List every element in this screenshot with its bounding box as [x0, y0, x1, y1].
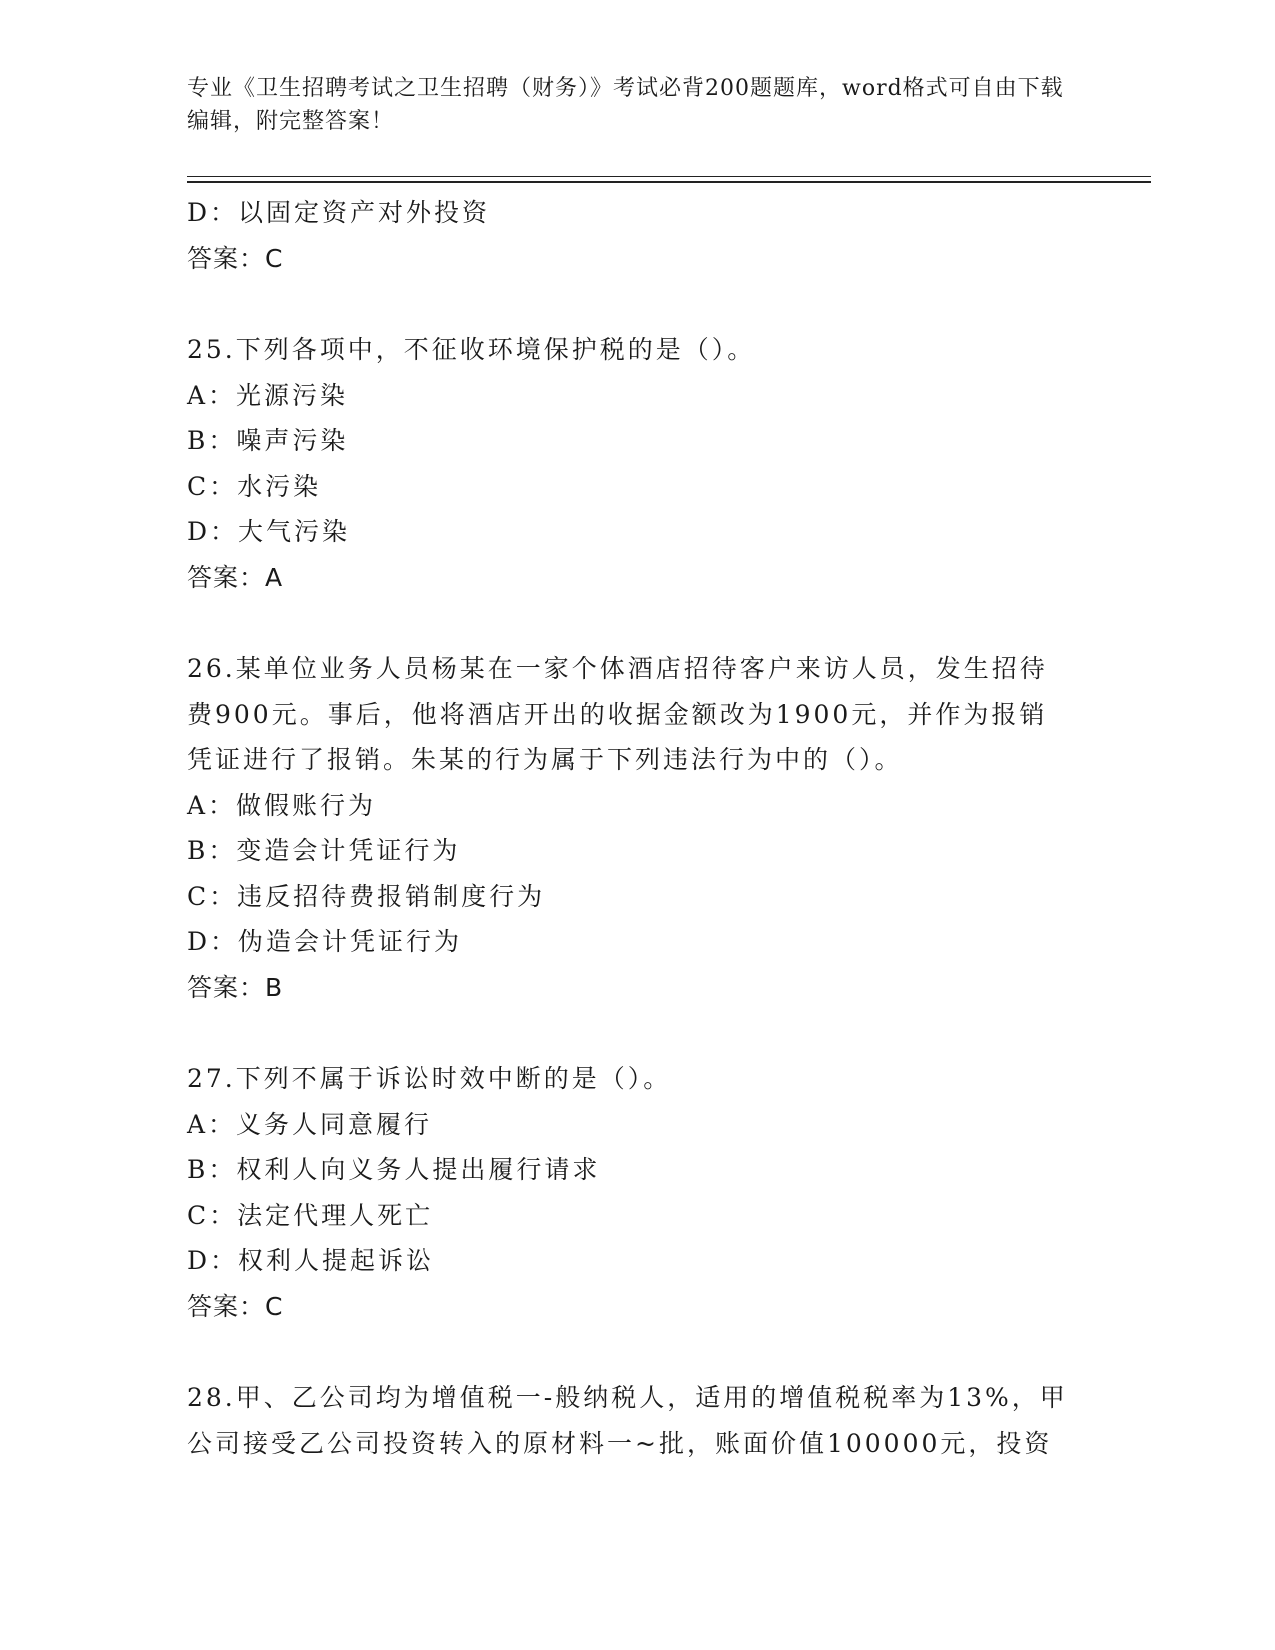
page-header: 专业《卫生招聘考试之卫生招聘（财务）》考试必背200题题库，word格式可自由下载编辑，附完整答案！ [187, 76, 1064, 134]
spacer [187, 600, 1087, 646]
question-stem: 26.某单位业务人员杨某在一家个体酒店招待客户来访人员，发生招待 [187, 654, 1048, 683]
question-stem: 28.甲、乙公司均为增值税一-般纳税人，适用的增值税税率为13%，甲 [187, 1383, 1068, 1412]
question-stem: 凭证进行了报销。朱某的行为属于下列违法行为中的（）。 [187, 745, 903, 774]
question-stem: 25.下列各项中，不征收环境保护税的是（）。 [187, 335, 756, 364]
option-d: D：权利人提起诉讼 [187, 1246, 435, 1275]
header-rule-thin [187, 176, 1151, 177]
option-a: A：做假账行为 [187, 790, 377, 820]
answer-line: 答案：B [187, 972, 284, 1002]
option-c: C：水污染 [187, 471, 322, 501]
question-content [187, 190, 1087, 1466]
spacer [187, 1010, 1087, 1056]
option-b: B：权利人向义务人提出履行请求 [187, 1155, 601, 1184]
option-c: C：法定代理人死亡 [187, 1200, 434, 1230]
option-a: A：光源污染 [187, 380, 349, 410]
question-25 [187, 327, 1087, 600]
question-28 [187, 1375, 1087, 1466]
option-b: B：变造会计凭证行为 [187, 836, 461, 865]
question-stem: 公司接受乙公司投资转入的原材料一~批，账面价值100000元，投资 [187, 1428, 1053, 1458]
question-27 [187, 1056, 1087, 1329]
spacer [187, 281, 1087, 327]
option-d: D：大气污染 [187, 517, 351, 546]
question-stem: 27.下列不属于诉讼时效中断的是（）。 [187, 1064, 672, 1093]
option-c: C：违反招待费报销制度行为 [187, 881, 546, 911]
question-stem: 费900元。事后，他将酒店开出的收据金额改为1900元，并作为报销 [187, 699, 1048, 729]
answer-line: 答案：C [187, 1291, 284, 1321]
answer-line: 答案：C [187, 243, 284, 273]
option-a: A：义务人同意履行 [187, 1109, 433, 1139]
question-26 [187, 646, 1087, 1010]
spacer [187, 1329, 1087, 1375]
option-d: D：以固定资产对外投资 [187, 198, 491, 227]
option-b: B：噪声污染 [187, 426, 349, 455]
option-d: D：伪造会计凭证行为 [187, 927, 463, 956]
answer-line: 答案：A [187, 562, 284, 592]
header-rule-thick [187, 181, 1151, 183]
